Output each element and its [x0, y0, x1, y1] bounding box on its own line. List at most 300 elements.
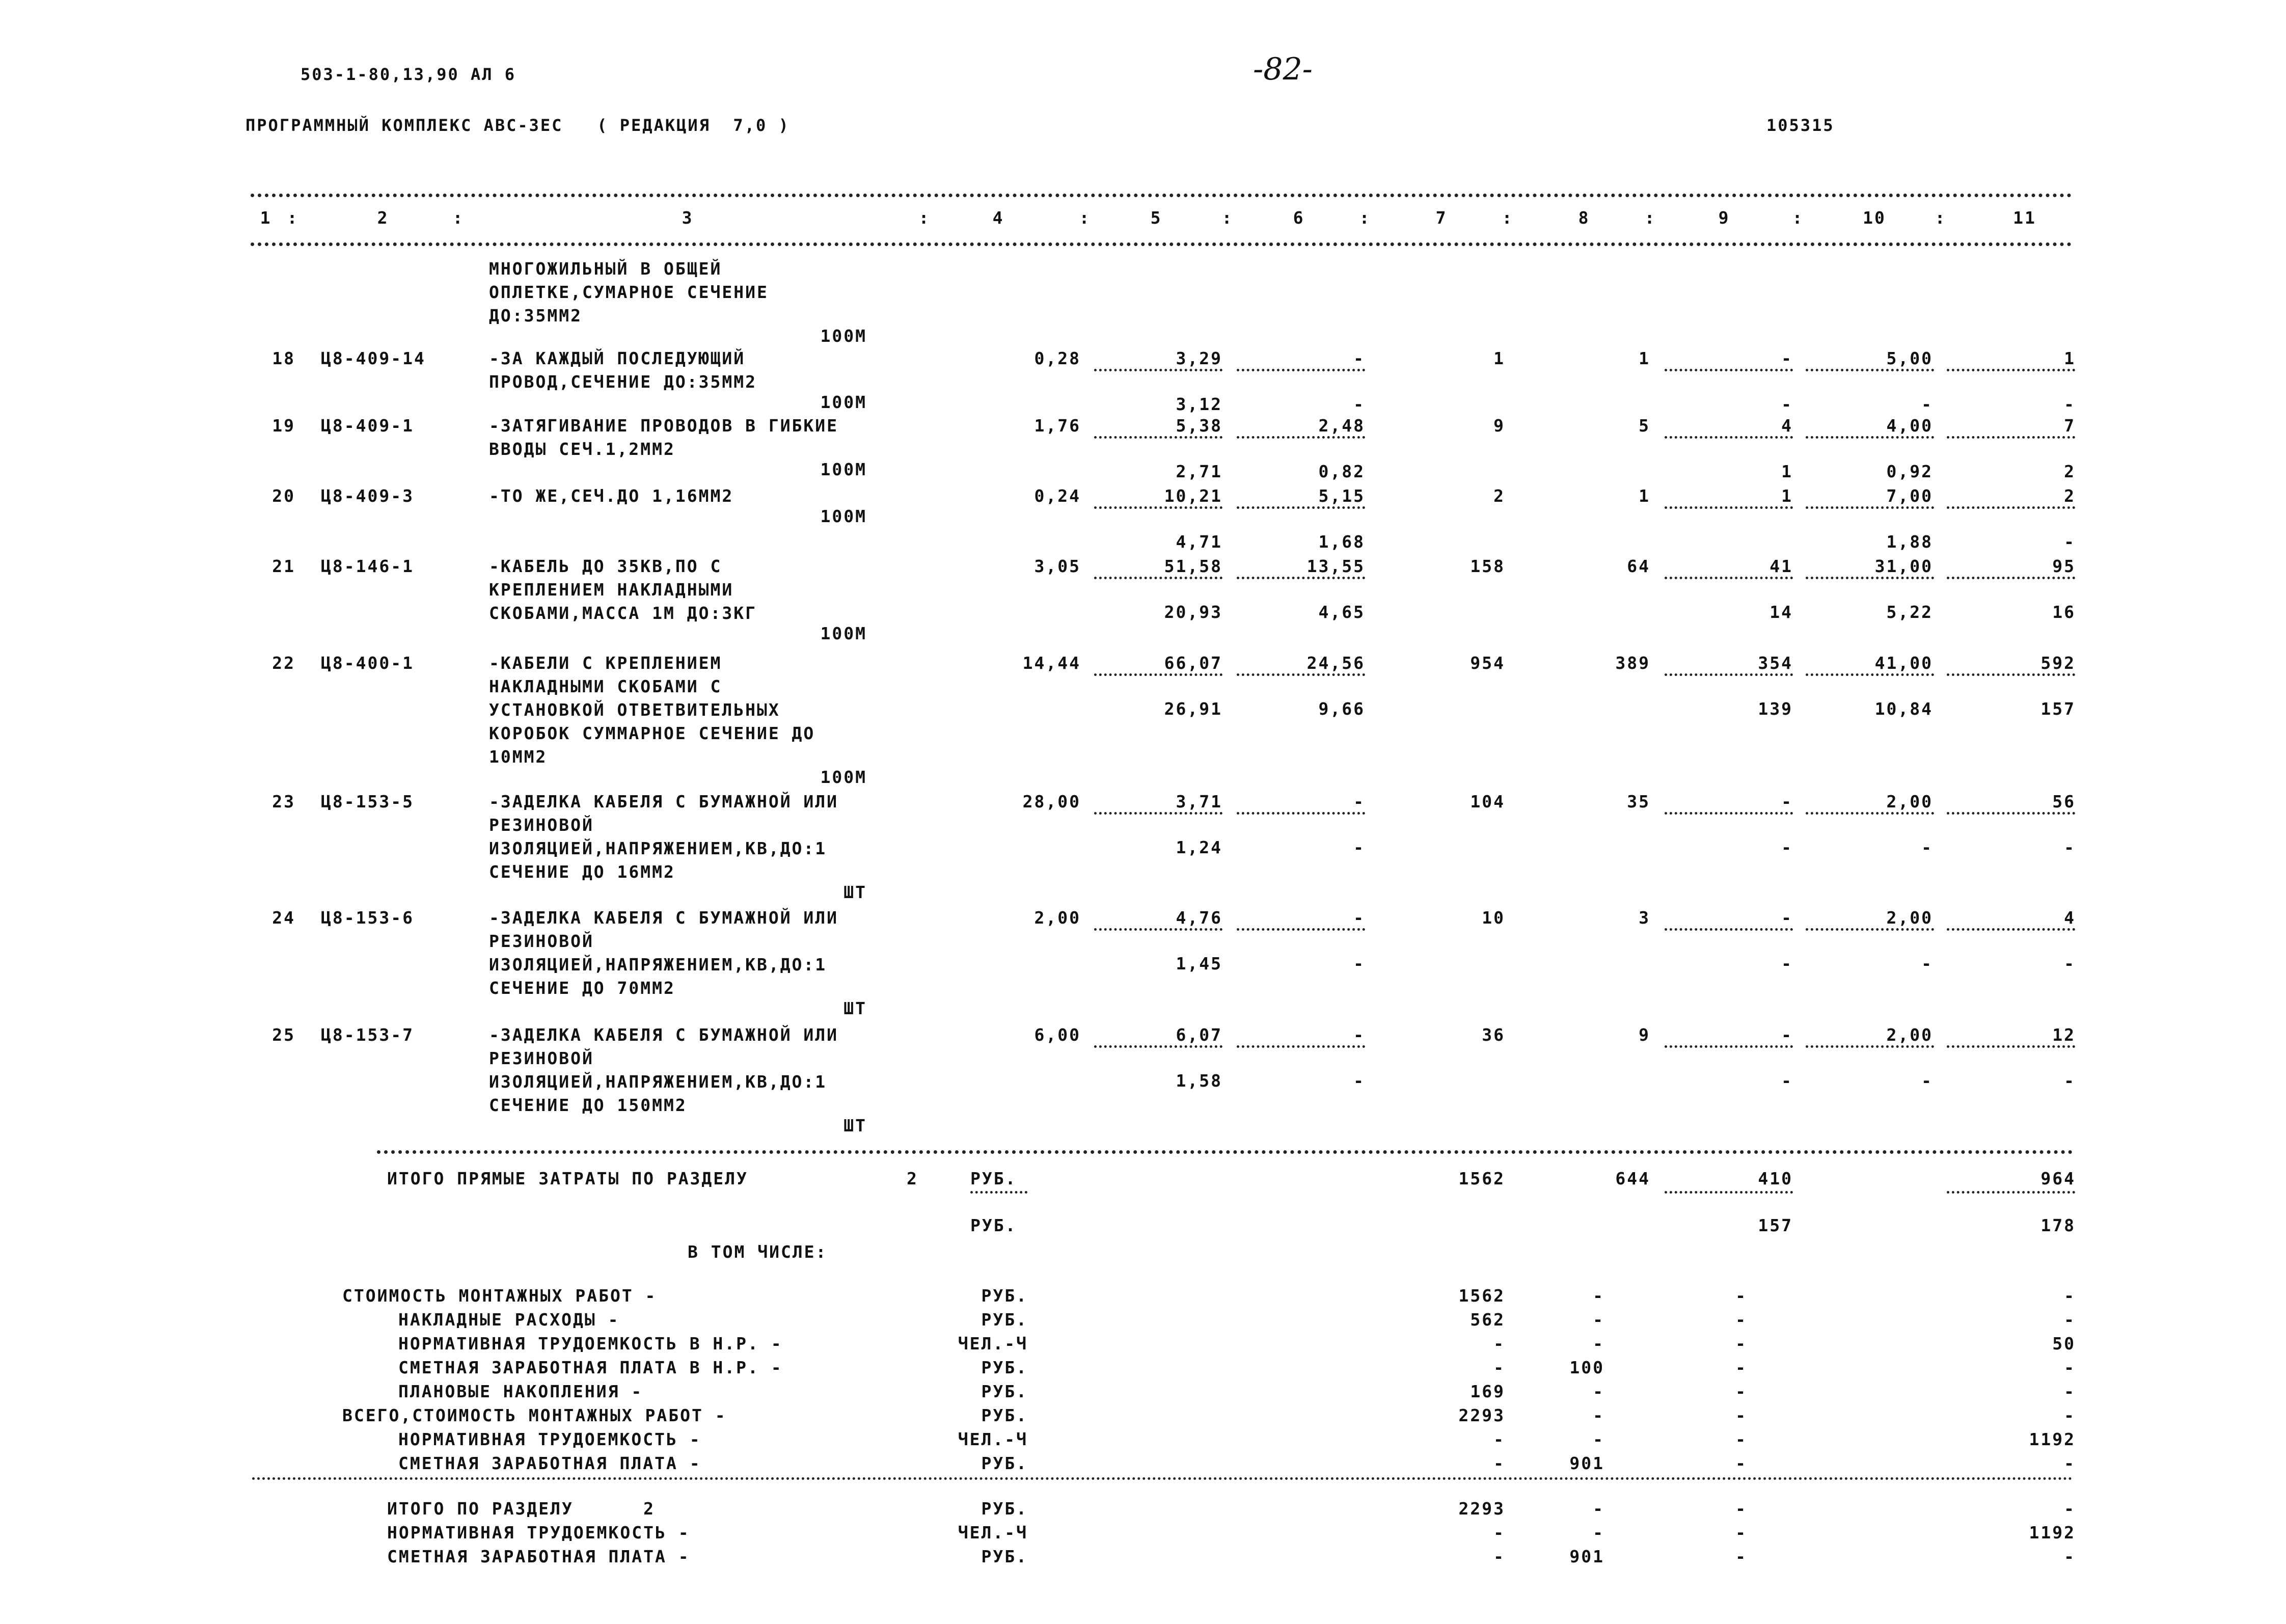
column-header-cell: 11: [2013, 208, 2036, 228]
cell-col11-sub: 157: [2040, 699, 2076, 719]
col6-rule: [1237, 436, 1365, 439]
cell-col10-sub: -: [1921, 954, 1933, 973]
cell-col6: 24,56: [1307, 653, 1365, 673]
row-description: -ЗАТЯГИВАНИЕ ПРОВОДОВ В ГИБКИЕ: [489, 416, 839, 436]
cell-col4: 6,00: [1034, 1025, 1081, 1045]
cell-col7: 104: [1470, 792, 1505, 811]
cell-col10-sub: -: [1921, 837, 1933, 857]
col10-rule: [1806, 577, 1934, 579]
row-number: 25: [272, 1025, 295, 1045]
row-unit: 100М: [820, 506, 867, 526]
row-number: 18: [272, 348, 295, 368]
row-number: 24: [272, 908, 295, 928]
col10-rule: [1806, 928, 1934, 931]
col11-rule: [1947, 1045, 2075, 1048]
cell-col8: 389: [1615, 653, 1650, 673]
totals-including: В ТОМ ЧИСЛЕ:: [688, 1242, 828, 1262]
cell-col11-sub: -: [2064, 837, 2076, 857]
doc-code: 503-1-80,13,90 АЛ 6: [301, 65, 516, 84]
cell-col6: -: [1353, 792, 1365, 811]
col6-rule: [1237, 928, 1365, 931]
header-top-rule: [251, 194, 2072, 197]
cell-col9: -: [1781, 908, 1793, 928]
breakdown-unit: ЧЕЛ.-Ч: [958, 1334, 1028, 1354]
cell-col10: 2,00: [1886, 1025, 1933, 1045]
cell-col6-sub: 4,65: [1318, 602, 1365, 622]
cell-col10-sub: 5,22: [1886, 602, 1933, 622]
cell-col5: 51,58: [1164, 556, 1222, 576]
column-header-cell: :: [287, 208, 299, 228]
col9-rule: [1665, 577, 1793, 579]
cell-col6: 2,48: [1318, 416, 1365, 436]
row-description: ИЗОЛЯЦИЕЙ,НАПРЯЖЕНИЕМ,КВ,ДО:1: [489, 838, 827, 858]
row-description: ВВОДЫ СЕЧ.1,2ММ2: [489, 439, 675, 459]
cell-col9: -: [1781, 348, 1793, 368]
totals-section-no: 2: [907, 1169, 918, 1188]
row-description: -КАБЕЛЬ ДО 35КВ,ПО С: [489, 556, 722, 576]
row-description: -ЗАДЕЛКА КАБЕЛЯ С БУМАЖНОЙ ИЛИ: [489, 1025, 839, 1045]
totals-col11: 964: [2040, 1169, 2076, 1188]
col10-rule: [1806, 436, 1934, 439]
breakdown-col8: 100: [1569, 1358, 1604, 1377]
col11-rule: [1947, 812, 2075, 815]
cell-col10: 31,00: [1874, 556, 1933, 576]
row-description: РЕЗИНОВОЙ: [489, 931, 594, 951]
cell-col11: 1: [2064, 348, 2076, 368]
cell-col5-sub: 2,71: [1176, 462, 1222, 481]
cell-col8: 3: [1639, 908, 1650, 928]
cell-col6-sub: 1,68: [1318, 532, 1365, 552]
row-unit: ШТ: [843, 1116, 867, 1135]
row-unit: 100М: [820, 326, 867, 346]
row-code: Ц8-153-7: [321, 1025, 414, 1045]
program-title: ПРОГРАММНЫЙ КОМПЛЕКС АВС-3ЕС ( РЕДАКЦИЯ 7,0 ): [246, 116, 790, 135]
column-header-cell: 1: [260, 208, 272, 228]
cell-col9: -: [1781, 1025, 1793, 1045]
row-unit: ШТ: [843, 998, 867, 1018]
cell-col9-sub: 14: [1770, 602, 1793, 622]
row-description: НАКЛАДНЫМИ СКОБАМИ С: [489, 676, 722, 696]
col11-rule: [1947, 506, 2075, 509]
breakdown-label: НОРМАТИВНАЯ ТРУДОЕМКОСТЬ -: [398, 1429, 701, 1449]
col9-rule: [1665, 436, 1793, 439]
column-header-cell: 3: [682, 208, 694, 228]
breakdown-col8: -: [1593, 1382, 1604, 1401]
row-description: ОПЛЕТКЕ,СУМАРНОЕ СЕЧЕНИЕ: [489, 282, 769, 302]
column-header-cell: 5: [1150, 208, 1162, 228]
row-description: ИЗОЛЯЦИЕЙ,НАПРЯЖЕНИЕМ,КВ,ДО:1: [489, 1072, 827, 1092]
col6-rule: [1237, 812, 1365, 815]
breakdown-col9: -: [1735, 1358, 1747, 1377]
col5-rule: [1094, 673, 1222, 676]
breakdown-col8: -: [1593, 1286, 1604, 1306]
col11-rule: [1947, 436, 2075, 439]
breakdown-label: СТОИМОСТЬ МОНТАЖНЫХ РАБОТ -: [342, 1286, 657, 1306]
col10-rule: [1806, 673, 1934, 676]
cell-col5: 3,29: [1176, 348, 1222, 368]
breakdown-col7: 562: [1470, 1310, 1505, 1330]
row-unit: 100М: [820, 459, 867, 479]
cell-col4: 0,24: [1034, 486, 1081, 506]
col10-rule: [1806, 369, 1934, 371]
column-header-cell: :: [1221, 208, 1234, 228]
breakdown-col11: -: [2064, 1358, 2076, 1377]
cell-col10-sub: -: [1921, 394, 1933, 414]
cell-col9-sub: 1: [1781, 462, 1793, 481]
cell-col5-sub: 26,91: [1164, 699, 1222, 719]
row-description: КОРОБОК СУММАРНОЕ СЕЧЕНИЕ ДО: [489, 723, 815, 743]
column-header-cell: :: [1792, 208, 1804, 228]
cell-col5: 5,38: [1176, 416, 1222, 436]
totals-label: ИТОГО ПРЯМЫЕ ЗАТРАТЫ ПО РАЗДЕЛУ: [387, 1169, 748, 1188]
breakdown-col9: -: [1735, 1405, 1747, 1425]
column-header-cell: :: [1502, 208, 1514, 228]
column-header-cell: :: [1644, 208, 1656, 228]
col6-rule: [1237, 673, 1365, 676]
column-header-cell: 9: [1718, 208, 1730, 228]
breakdown-label: НАКЛАДНЫЕ РАСХОДЫ -: [398, 1310, 620, 1330]
cell-col9: -: [1781, 792, 1793, 811]
cell-col4: 0,28: [1034, 348, 1081, 368]
cell-col6-sub: -: [1353, 1071, 1365, 1091]
cell-col9-sub: -: [1781, 394, 1793, 414]
cell-col6-sub: 0,82: [1318, 462, 1365, 481]
breakdown-col8: -: [1593, 1334, 1604, 1354]
final-unit: РУБ.: [981, 1547, 1028, 1566]
cell-col8: 64: [1627, 556, 1650, 576]
col5-rule: [1094, 812, 1222, 815]
cell-col11: 592: [2040, 653, 2076, 673]
col9-rule: [1665, 673, 1793, 676]
cell-col9: 354: [1758, 653, 1793, 673]
row-number: 22: [272, 653, 295, 673]
row-description: 10ММ2: [489, 747, 548, 767]
row-description: -ЗАДЕЛКА КАБЕЛЯ С БУМАЖНОЙ ИЛИ: [489, 792, 839, 811]
cell-col8: 1: [1639, 486, 1650, 506]
breakdown-col8: -: [1593, 1429, 1604, 1449]
cell-col6: 13,55: [1307, 556, 1365, 576]
totals-unit: РУБ.: [970, 1169, 1017, 1188]
col10-rule: [1806, 506, 1934, 509]
cell-col7: 36: [1482, 1025, 1505, 1045]
cell-col10-sub: 0,92: [1886, 462, 1933, 481]
col5-rule: [1094, 369, 1222, 371]
column-header-cell: 10: [1863, 208, 1886, 228]
row-code: Ц8-409-14: [321, 348, 426, 368]
breakdown-unit: РУБ.: [981, 1310, 1028, 1330]
final-unit: ЧЕЛ.-Ч: [958, 1523, 1028, 1542]
row-description: РЕЗИНОВОЙ: [489, 1048, 594, 1068]
page-number: -82-: [1253, 51, 1313, 87]
cell-col4: 28,00: [1022, 792, 1081, 811]
col5-rule: [1094, 1045, 1222, 1048]
cell-col11-sub: 2: [2064, 462, 2076, 481]
totals-col11-rule: [1947, 1191, 2075, 1194]
row-code: Ц8-400-1: [321, 653, 414, 673]
cell-col9: 41: [1770, 556, 1793, 576]
cell-col8: 35: [1627, 792, 1650, 811]
column-header-cell: 2: [377, 208, 389, 228]
column-header-cell: :: [1935, 208, 1947, 228]
breakdown-col9: -: [1735, 1286, 1747, 1306]
cell-col10-sub: 10,84: [1874, 699, 1933, 719]
final-col9: -: [1735, 1499, 1747, 1519]
final-unit: РУБ.: [981, 1499, 1028, 1519]
breakdown-unit: РУБ.: [981, 1453, 1028, 1473]
row-description: ПРОВОД,СЕЧЕНИЕ ДО:35ММ2: [489, 372, 757, 392]
cell-col8: 9: [1639, 1025, 1650, 1045]
cell-col4: 1,76: [1034, 416, 1081, 436]
col5-rule: [1094, 928, 1222, 931]
col9-rule: [1665, 1045, 1793, 1048]
breakdown-col7: -: [1493, 1334, 1505, 1354]
row-description: СЕЧЕНИЕ ДО 16ММ2: [489, 862, 675, 882]
col6-rule: [1237, 1045, 1365, 1048]
row-description: УСТАНОВКОЙ ОТВЕТВИТЕЛЬНЫХ: [489, 700, 780, 720]
breakdown-unit: ЧЕЛ.-Ч: [958, 1429, 1028, 1449]
final-label: НОРМАТИВНАЯ ТРУДОЕМКОСТЬ -: [387, 1523, 690, 1542]
cell-col4: 2,00: [1034, 908, 1081, 928]
breakdown-label: СМЕТНАЯ ЗАРАБОТНАЯ ПЛАТА В Н.Р. -: [398, 1358, 783, 1377]
column-header-cell: :: [1079, 208, 1091, 228]
breakdown-col11: -: [2064, 1382, 2076, 1401]
row-description: СЕЧЕНИЕ ДО 150ММ2: [489, 1095, 687, 1115]
breakdown-col7: -: [1493, 1429, 1505, 1449]
row-number: 19: [272, 416, 295, 436]
row-description: МНОГОЖИЛЬНЫЙ В ОБЩЕЙ: [489, 259, 722, 279]
final-col8: -: [1593, 1523, 1604, 1542]
col11-rule: [1947, 369, 2075, 371]
final-col11: -: [2064, 1547, 2076, 1566]
breakdown-col9: -: [1735, 1429, 1747, 1449]
col6-rule: [1237, 506, 1365, 509]
cell-col9-sub: 139: [1758, 699, 1793, 719]
row-description: СЕЧЕНИЕ ДО 70ММ2: [489, 978, 675, 998]
totals-unit2: РУБ.: [970, 1215, 1017, 1235]
totals-col9: 410: [1758, 1169, 1793, 1188]
totals-col9-rule: [1665, 1191, 1793, 1194]
cell-col5-sub: 1,45: [1176, 954, 1222, 973]
col11-rule: [1947, 577, 2075, 579]
breakdown-label: ВСЕГО,СТОИМОСТЬ МОНТАЖНЫХ РАБОТ -: [342, 1405, 727, 1425]
row-description: ДО:35ММ2: [489, 306, 582, 326]
cell-col7: 954: [1470, 653, 1505, 673]
cell-col7: 10: [1482, 908, 1505, 928]
row-code: Ц8-409-1: [321, 416, 414, 436]
cell-col11: 12: [2052, 1025, 2076, 1045]
col6-rule: [1237, 369, 1365, 371]
cell-col10: 2,00: [1886, 908, 1933, 928]
cell-col6: -: [1353, 1025, 1365, 1045]
cell-col9-sub: -: [1781, 954, 1793, 973]
cell-col7: 9: [1493, 416, 1505, 436]
row-code: Ц8-409-3: [321, 486, 414, 506]
cell-col10: 4,00: [1886, 416, 1933, 436]
breakdown-unit: РУБ.: [981, 1405, 1028, 1425]
cell-col6: 5,15: [1318, 486, 1365, 506]
cell-col6: -: [1353, 908, 1365, 928]
cell-col10-sub: -: [1921, 1071, 1933, 1091]
breakdown-col7: 1562: [1458, 1286, 1505, 1306]
totals-col9-sub: 157: [1758, 1215, 1793, 1235]
breakdown-col7: 169: [1470, 1382, 1505, 1401]
col11-rule: [1947, 928, 2075, 931]
cell-col11-sub: -: [2064, 394, 2076, 414]
breakdown-col8: -: [1593, 1405, 1604, 1425]
col6-rule: [1237, 577, 1365, 579]
final-col8: -: [1593, 1499, 1604, 1519]
cell-col11: 4: [2064, 908, 2076, 928]
cell-col6-sub: -: [1353, 394, 1365, 414]
breakdown-col11: 1192: [2029, 1429, 2076, 1449]
cell-col6-sub: -: [1353, 954, 1365, 973]
final-col11: 1192: [2029, 1523, 2076, 1542]
totals-unit-rule: [970, 1191, 1027, 1194]
cell-col5-sub: 4,71: [1176, 532, 1222, 552]
row-description: -ЗАДЕЛКА КАБЕЛЯ С БУМАЖНОЙ ИЛИ: [489, 908, 839, 928]
row-description: СКОБАМИ,МАССА 1М ДО:3КГ: [489, 603, 757, 623]
col5-rule: [1094, 436, 1222, 439]
column-header-cell: 7: [1435, 208, 1448, 228]
breakdown-col9: -: [1735, 1382, 1747, 1401]
header-bottom-rule: [251, 242, 2072, 246]
row-description: -ЗА КАЖДЫЙ ПОСЛЕДУЮЩИЙ: [489, 348, 746, 368]
cell-col11: 56: [2052, 792, 2076, 811]
final-col7: -: [1493, 1523, 1505, 1542]
cell-col6-sub: 9,66: [1318, 699, 1365, 719]
cell-col5: 6,07: [1176, 1025, 1222, 1045]
cell-col4: 3,05: [1034, 556, 1081, 576]
row-description: -КАБЕЛИ С КРЕПЛЕНИЕМ: [489, 653, 722, 673]
cell-col8: 5: [1639, 416, 1650, 436]
breakdown-col9: -: [1735, 1453, 1747, 1473]
cell-col8: 1: [1639, 348, 1650, 368]
breakdown-col11: -: [2064, 1286, 2076, 1306]
breakdown-unit: РУБ.: [981, 1358, 1028, 1377]
cell-col11: 95: [2052, 556, 2076, 576]
column-header-cell: :: [918, 208, 931, 228]
cell-col5-sub: 3,12: [1176, 394, 1222, 414]
row-description: ИЗОЛЯЦИЕЙ,НАПРЯЖЕНИЕМ,КВ,ДО:1: [489, 955, 827, 975]
breakdown-col7: -: [1493, 1358, 1505, 1377]
totals-col7: 1562: [1458, 1169, 1505, 1188]
row-number: 23: [272, 792, 295, 811]
totals-rule: [377, 1150, 2073, 1154]
cell-col9: 1: [1781, 486, 1793, 506]
cell-col9-sub: -: [1781, 837, 1793, 857]
col9-rule: [1665, 369, 1793, 371]
cell-col11: 7: [2064, 416, 2076, 436]
cell-col10: 7,00: [1886, 486, 1933, 506]
cell-col11-sub: -: [2064, 954, 2076, 973]
row-unit: 100М: [820, 767, 867, 787]
doc-id: 105315: [1766, 116, 1835, 135]
cell-col6: -: [1353, 348, 1365, 368]
breakdown-col8: 901: [1569, 1453, 1604, 1473]
cell-col6-sub: -: [1353, 837, 1365, 857]
breakdown-unit: РУБ.: [981, 1286, 1028, 1306]
column-header-cell: 8: [1578, 208, 1590, 228]
cell-col10-sub: 1,88: [1886, 532, 1933, 552]
cell-col4: 14,44: [1022, 653, 1081, 673]
row-unit: 100М: [820, 624, 867, 643]
cell-col5-sub: 1,24: [1176, 837, 1222, 857]
breakdown-col11: -: [2064, 1310, 2076, 1330]
cell-col5-sub: 1,58: [1176, 1071, 1222, 1091]
cell-col7: 158: [1470, 556, 1505, 576]
col9-rule: [1665, 506, 1793, 509]
row-number: 21: [272, 556, 295, 576]
column-header-cell: 4: [992, 208, 1004, 228]
row-code: Ц8-153-5: [321, 792, 414, 811]
final-col9: -: [1735, 1547, 1747, 1566]
breakdown-col11: 50: [2052, 1334, 2076, 1354]
cell-col9: 4: [1781, 416, 1793, 436]
cell-col5: 10,21: [1164, 486, 1222, 506]
cell-col10: 41,00: [1874, 653, 1933, 673]
totals-col11-sub: 178: [2040, 1215, 2076, 1235]
breakdown-unit: РУБ.: [981, 1382, 1028, 1401]
cell-col5: 4,76: [1176, 908, 1222, 928]
row-code: Ц8-146-1: [321, 556, 414, 576]
col10-rule: [1806, 1045, 1934, 1048]
col9-rule: [1665, 812, 1793, 815]
col11-rule: [1947, 673, 2075, 676]
final-col11: -: [2064, 1499, 2076, 1519]
col5-rule: [1094, 577, 1222, 579]
col10-rule: [1806, 812, 1934, 815]
breakdown-col11: -: [2064, 1453, 2076, 1473]
cell-col10: 5,00: [1886, 348, 1933, 368]
final-col7: 2293: [1458, 1499, 1505, 1519]
breakdown-col7: 2293: [1458, 1405, 1505, 1425]
cell-col5: 66,07: [1164, 653, 1222, 673]
final-rule: [252, 1477, 2073, 1480]
final-col7: -: [1493, 1547, 1505, 1566]
row-number: 20: [272, 486, 295, 506]
cell-col7: 2: [1493, 486, 1505, 506]
final-label: ИТОГО ПО РАЗДЕЛУ 2: [387, 1499, 655, 1519]
final-col8: 901: [1569, 1547, 1604, 1566]
breakdown-col11: -: [2064, 1405, 2076, 1425]
cell-col10: 2,00: [1886, 792, 1933, 811]
row-description: РЕЗИНОВОЙ: [489, 815, 594, 835]
breakdown-label: НОРМАТИВНАЯ ТРУДОЕМКОСТЬ В Н.Р. -: [398, 1334, 783, 1354]
cell-col7: 1: [1493, 348, 1505, 368]
col5-rule: [1094, 506, 1222, 509]
row-description: -ТО ЖЕ,СЕЧ.ДО 1,16ММ2: [489, 486, 734, 506]
row-code: Ц8-153-6: [321, 908, 414, 928]
cell-col11-sub: 16: [2052, 602, 2076, 622]
breakdown-col9: -: [1735, 1334, 1747, 1354]
breakdown-col7: -: [1493, 1453, 1505, 1473]
column-header-cell: 6: [1293, 208, 1305, 228]
row-description: КРЕПЛЕНИЕМ НАКЛАДНЫМИ: [489, 580, 734, 600]
cell-col11: 2: [2064, 486, 2076, 506]
breakdown-col8: -: [1593, 1310, 1604, 1330]
breakdown-label: СМЕТНАЯ ЗАРАБОТНАЯ ПЛАТА -: [398, 1453, 701, 1473]
cell-col11-sub: -: [2064, 532, 2076, 552]
final-col9: -: [1735, 1523, 1747, 1542]
breakdown-col9: -: [1735, 1310, 1747, 1330]
row-unit: ШТ: [843, 882, 867, 902]
totals-col8: 644: [1615, 1169, 1650, 1188]
cell-col5-sub: 20,93: [1164, 602, 1222, 622]
column-header-cell: :: [452, 208, 465, 228]
cell-col5: 3,71: [1176, 792, 1222, 811]
row-unit: 100М: [820, 392, 867, 412]
col9-rule: [1665, 928, 1793, 931]
